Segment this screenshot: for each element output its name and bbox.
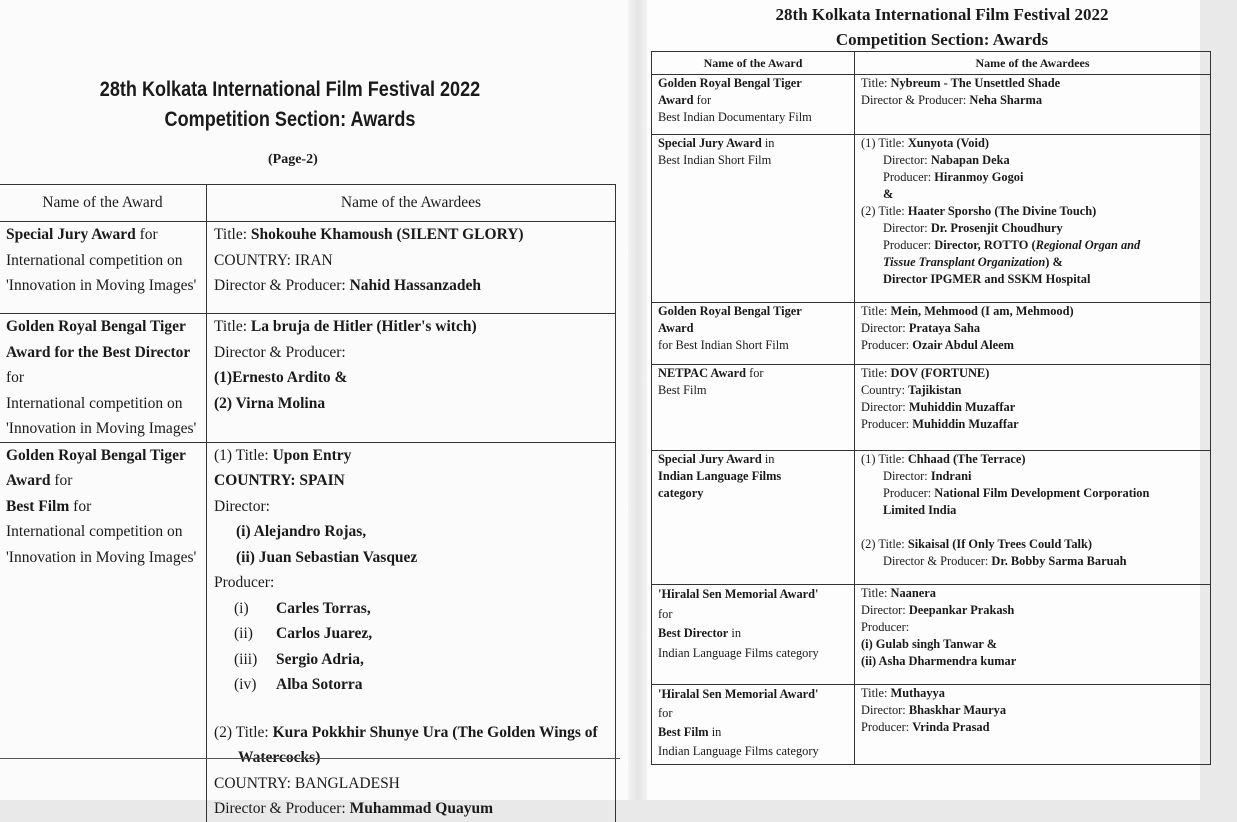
right-title-line1: 28th Kolkata International Film Festival 2022 <box>775 5 1109 24</box>
table-header-row <box>652 52 1211 75</box>
table-row <box>0 442 616 822</box>
page-number-label: (Page-2) <box>268 152 318 167</box>
awardee-cell: Title: Mein, Mehmood (I am, Mehmood) Director: Prataya Saha Producer: Ozair Abdul Aleem <box>855 303 1211 365</box>
award-cell: Special Jury Award in Indian Language Films category <box>652 451 855 585</box>
awardee-cell: Title: Nybreum - The Unsettled Shade Director & Producer: Neha Sharma <box>855 75 1211 135</box>
awardee-cell: Title: Muthayya Director: Bhaskhar Maurya Producer: Vrinda Prasad <box>855 685 1211 765</box>
table-row <box>0 314 616 443</box>
left-title-line2: Competition Section: Awards <box>164 108 416 131</box>
award-cell: Golden Royal Bengal Tiger Award for Best Film for International competition on 'Innovation in Moving Images' <box>0 442 207 822</box>
award-cell: Special Jury Award for International competition on 'Innovation in Moving Images' <box>0 222 207 314</box>
awardee-cell: Title: Naanera Director: Deepankar Prakash Producer: (i) Gulab singh Tanwar & (ii) Asha Dharmendra kumar <box>855 585 1211 685</box>
table-row <box>652 303 1211 365</box>
right-title-line2: Competition Section: Awards <box>835 30 1049 49</box>
table-header-row <box>0 185 616 222</box>
table-row <box>0 222 616 314</box>
table-row <box>652 135 1211 303</box>
table-row <box>652 585 1211 685</box>
header-awardees: Name of the Awardees <box>207 185 616 222</box>
header-award: Name of the Award <box>0 185 207 222</box>
table-row <box>652 75 1211 135</box>
table-row <box>652 451 1211 585</box>
header-award: Name of the Award <box>652 52 855 75</box>
award-cell: Golden Royal Bengal Tiger Award for Best Indian Documentary Film <box>652 75 855 135</box>
awardee-cell: Title: DOV (FORTUNE) Country: Tajikistan Director: Muhiddin Muzaffar Producer: Muhiddin Muzaffar <box>855 365 1211 451</box>
left-title-line1: 28th Kolkata International Film Festival 2022 <box>99 78 481 101</box>
award-cell: NETPAC Award for Best Film <box>652 365 855 451</box>
award-cell: 'Hiralal Sen Memorial Award' for Best Film in Indian Language Films category <box>652 685 855 765</box>
awardee-cell: Title: La bruja de Hitler (Hitler's witch) Director & Producer: (1)Ernesto Ardito & (2) Virna Molina <box>207 314 616 443</box>
right-document-page <box>647 0 1200 800</box>
awardee-cell: (1) Title: Xunyota (Void) Director: Nabapan Deka Producer: Hiranmoy Gogoi & (2) Title: Haater Sporsho (The Divine Touch) Director: Dr. Prosenjit Choudhury Producer: Director, ROTTO (Regional Organ and Tissue Transplant Organization) & Director IPGMER and SSKM Hospital <box>855 135 1211 303</box>
table-row <box>652 685 1211 765</box>
award-cell: 'Hiralal Sen Memorial Award' for Best Director in Indian Language Films category <box>652 585 855 685</box>
awardee-cell: (1) Title: Chhaad (The Terrace) Director: Indrani Producer: National Film Development Corporation Limited India (2) Title: Sikaisal (If Only Trees Could Talk) Director & Producer: Dr. Bobby Sarma Baruah <box>855 451 1211 585</box>
table-bottom-rule <box>0 758 620 759</box>
award-cell: Special Jury Award in Best Indian Short Film <box>652 135 855 303</box>
header-awardees: Name of the Awardees <box>855 52 1211 75</box>
awardee-cell: (1) Title: Upon Entry COUNTRY: SPAIN Director: (i) Alejandro Rojas, (ii) Juan Sebastian Vasquez Producer: (i) Carles Torras, (ii) Carlos Juarez, (iii) Sergio Adria, (iv) Alba Sotorra (2) Title: Kura Pokkhir Shunye Ura (The Golden Wings of Watercocks) COUNTRY: BANGLADESH Director & Producer: Muhammad Quayum <box>207 442 616 822</box>
table-row <box>652 365 1211 451</box>
page-gutter <box>628 0 647 800</box>
award-cell: Golden Royal Bengal Tiger Award for the Best Director for International competition on 'Innovation in Moving Images' <box>0 314 207 443</box>
award-cell: Golden Royal Bengal Tiger Award for Best Indian Short Film <box>652 303 855 365</box>
right-awards-table <box>651 51 1211 765</box>
awardee-cell: Title: Shokouhe Khamoush (SILENT GLORY) COUNTRY: IRAN Director & Producer: Nahid Hassanzadeh <box>207 222 616 314</box>
left-awards-table <box>0 184 616 822</box>
